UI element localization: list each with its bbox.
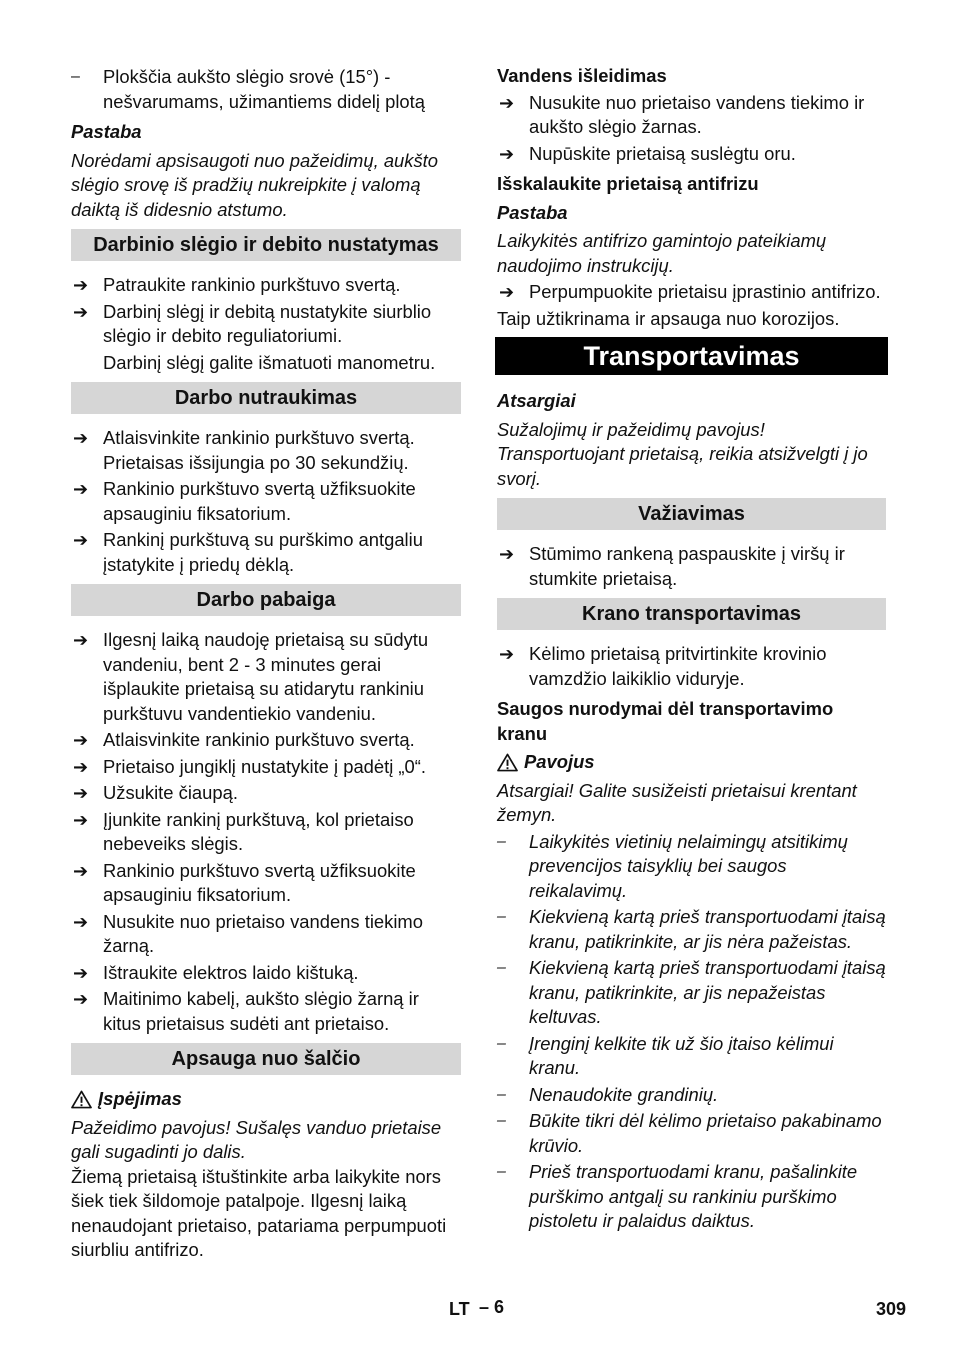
list-item: – Nenaudokite grandinių. — [497, 1083, 886, 1108]
list-item: ➔ Maitinimo kabelį, aukšto slėgio žarną ir kitus prietaisus sudėti ant prietaiso. — [73, 988, 419, 1034]
arrow-icon: ➔ — [73, 530, 89, 550]
list-item: ➔ Rankinio purkštuvo svertą užfiksuokite apsauginiu fiksatorium. — [73, 859, 416, 905]
arrow-icon: ➔ — [73, 911, 89, 932]
section-heading: Darbo nutraukimas — [71, 382, 461, 414]
list-item: ➔ Darbinį slėgį ir debitą nustatykite siurblio slėgio ir debito reguliatoriumi. — [73, 300, 432, 346]
danger-heading — [497, 750, 886, 775]
note-heading: Pastaba — [71, 121, 142, 142]
section-heading: Darbinio slėgio ir debito nustatymas — [71, 229, 461, 261]
dash-bullet: – — [71, 68, 80, 85]
list-item: ➔ Nupūskite prietaisą suslėgtu oru. — [497, 142, 886, 167]
caution-heading: Atsargiai — [497, 390, 576, 411]
warning-heading — [71, 1087, 461, 1112]
language-code: LT — [449, 1299, 470, 1319]
list-item: – Įrenginį kelkite tik už šio įtaiso kėlimui kranu. — [497, 1032, 834, 1078]
warning-title: Įspėjimas — [98, 1088, 182, 1109]
warning-text: Pažeidimo pavojus! Sušalęs vanduo prietaise gali sugadinti jo dalis. — [71, 1116, 442, 1162]
arrow-icon: ➔ — [499, 92, 515, 113]
list-item: ➔ Perpumpuokite prietaisu įprastinio antifrizo. — [497, 280, 886, 305]
footer-local-page — [479, 1295, 504, 1319]
list-item: ➔ Atlaisvinkite rankinio purkštuvo svertą. Prietaisas išsijungia po 30 sekundžių. — [73, 427, 415, 473]
list-item: ➔ Patraukite rankinio purkštuvo svertą. — [71, 273, 461, 298]
body-text: Taip užtikrinama ir apsauga nuo korozijos. — [497, 307, 840, 329]
arrow-icon: ➔ — [73, 730, 89, 750]
dash-bullet: – — [497, 1034, 506, 1052]
note-text: Laikykitės antifrizo gamintojo pateikiamų naudojimo instrukcijų. — [497, 230, 827, 276]
caution-text: Sužalojimų ir pažeidimų pavojus! Transportuojant prietaisą, reikia atsižvelgti į jo svorį. — [497, 418, 868, 489]
list-item: – Kiekvieną kartą prieš transportuodami įtaisą kranu, patikrinkite, ar jis nepažeistas keltuvas. — [497, 957, 886, 1027]
list-item: ➔ Ilgesnį laiką naudoję prietaisą su sūdytu vandeniu, bent 2 - 3 minutes gerai išplaukite prietaisą su atidarytu rankiniu purkštuvu vandentiekio vandeniu. — [73, 629, 429, 724]
chapter-title: Transportavimas — [495, 337, 888, 375]
list-item: ➔ Atlaisvinkite rankinio purkštuvo svertą. — [71, 728, 461, 753]
list-item: ➔ Rankinį purkštuvą su purškimo antgaliu įstatykite į priedų dėklą. — [73, 529, 423, 575]
danger-text: Atsargiai! Galite susižeisti prietaisui krentant žemyn. — [497, 779, 857, 825]
danger-title: Pavojus — [524, 751, 595, 772]
list-item — [71, 65, 461, 114]
list-item: – Būkite tikri dėl kėlimo prietaiso pakabinamo krūvio. — [497, 1110, 882, 1156]
warning-triangle-icon — [497, 753, 518, 772]
list-item: – Prieš transportuodami kranu, pašalinkite purškimo antgalį su rankiniu purškimo pistoletu ir palaidus daiktus. — [497, 1161, 858, 1231]
list-item: ➔ Kėlimo prietaisą pritvirtinkite krovinio vamzdžio laikiklio viduryje. — [499, 643, 827, 689]
page-number: 309 — [876, 1299, 907, 1319]
arrow-icon: ➔ — [73, 962, 89, 983]
local-page-number: – 6 — [479, 1297, 505, 1317]
right-column — [497, 63, 886, 1236]
section-heading: Krano transportavimas — [497, 598, 886, 630]
subheading: Saugos nurodymai dėl transportavimo kranu — [497, 698, 834, 744]
subheading: Vandens išleidimas — [497, 65, 667, 86]
list-item: – Kiekvieną kartą prieš transportuodami įtaisą kranu, patikrinkite, ar jis nėra pažeistas. — [497, 906, 886, 952]
left-column — [71, 63, 461, 1263]
note-text: Norėdami apsisaugoti nuo pažeidimų, aukšto slėgio srovę iš pradžių nukreipkite į valomą daiktą iš didesnio atstumo. — [71, 149, 439, 220]
arrow-icon: ➔ — [73, 301, 89, 322]
list-item: ➔ Prietaiso jungiklį nustatykite į padėtį „0“. — [71, 755, 461, 780]
list-item: ➔ Stūmimo rankeną paspauskite į viršų ir stumkite prietaisą. — [499, 543, 845, 589]
arrow-icon: ➔ — [73, 275, 89, 295]
arrow-icon: ➔ — [499, 644, 515, 664]
section-heading: Važiavimas — [497, 498, 886, 530]
list-item: ➔ Įjunkite rankinį purkštuvą, kol prietaiso nebeveiks slėgis. — [73, 808, 414, 854]
dash-bullet: – — [497, 959, 506, 976]
dash-bullet: – — [497, 1163, 506, 1180]
list-item-text: Plokščia aukšto slėgio srovė (15°) - nešvarumams, užimantiems didelį plotą — [103, 66, 425, 112]
arrow-icon: ➔ — [73, 989, 89, 1009]
list-item: – Laikykitės vietinių nelaimingų atsitikimų prevencijos taisyklių bei saugos reikalavimų. — [497, 830, 848, 901]
arrow-icon: ➔ — [73, 479, 89, 499]
list-item: ➔ Nusukite nuo prietaiso vandens tiekimo ir aukšto slėgio žarnas. — [499, 91, 865, 137]
warning-triangle-icon — [71, 1090, 92, 1109]
subheading: Išskalaukite prietaisą antifrizu — [497, 173, 759, 194]
arrow-icon: ➔ — [73, 630, 89, 650]
list-item: ➔ Užsukite čiaupą. — [71, 781, 461, 806]
arrow-icon: ➔ — [499, 544, 515, 564]
dash-bullet: – — [497, 832, 506, 850]
dash-bullet: – — [497, 1112, 506, 1129]
arrow-icon: ➔ — [73, 809, 89, 830]
section-heading: Darbo pabaiga — [71, 584, 461, 616]
body-text: Žiemą prietaisą ištuštinkite arba laikykite nors šiek tiek šildomoje patalpoje. Ilgesnį laiką nenaudojant prietaiso, patariama perpumpuoti siurbliu antifrizo. — [71, 1165, 447, 1260]
arrow-icon: ➔ — [499, 143, 515, 164]
dash-bullet: – — [497, 1085, 506, 1103]
list-item: ➔ Ištraukite elektros laido kištuką. — [71, 961, 461, 986]
footer-page-number — [876, 1297, 906, 1321]
dash-bullet: – — [497, 908, 506, 925]
arrow-icon: ➔ — [73, 783, 89, 803]
list-item: ➔ Rankinio purkštuvo svertą užfiksuokite apsauginiu fiksatorium. — [73, 478, 416, 524]
arrow-icon: ➔ — [73, 860, 89, 881]
footer-language — [449, 1297, 470, 1321]
list-item: ➔ Nusukite nuo prietaiso vandens tiekimo žarną. — [73, 910, 423, 956]
section-heading: Apsauga nuo šalčio — [71, 1043, 461, 1075]
arrow-icon: ➔ — [73, 428, 89, 448]
arrow-icon: ➔ — [499, 282, 515, 302]
sub-text: Darbinį slėgį galite išmatuoti manometru. — [103, 351, 436, 373]
arrow-icon: ➔ — [73, 756, 89, 777]
note-heading: Pastaba — [497, 201, 568, 223]
